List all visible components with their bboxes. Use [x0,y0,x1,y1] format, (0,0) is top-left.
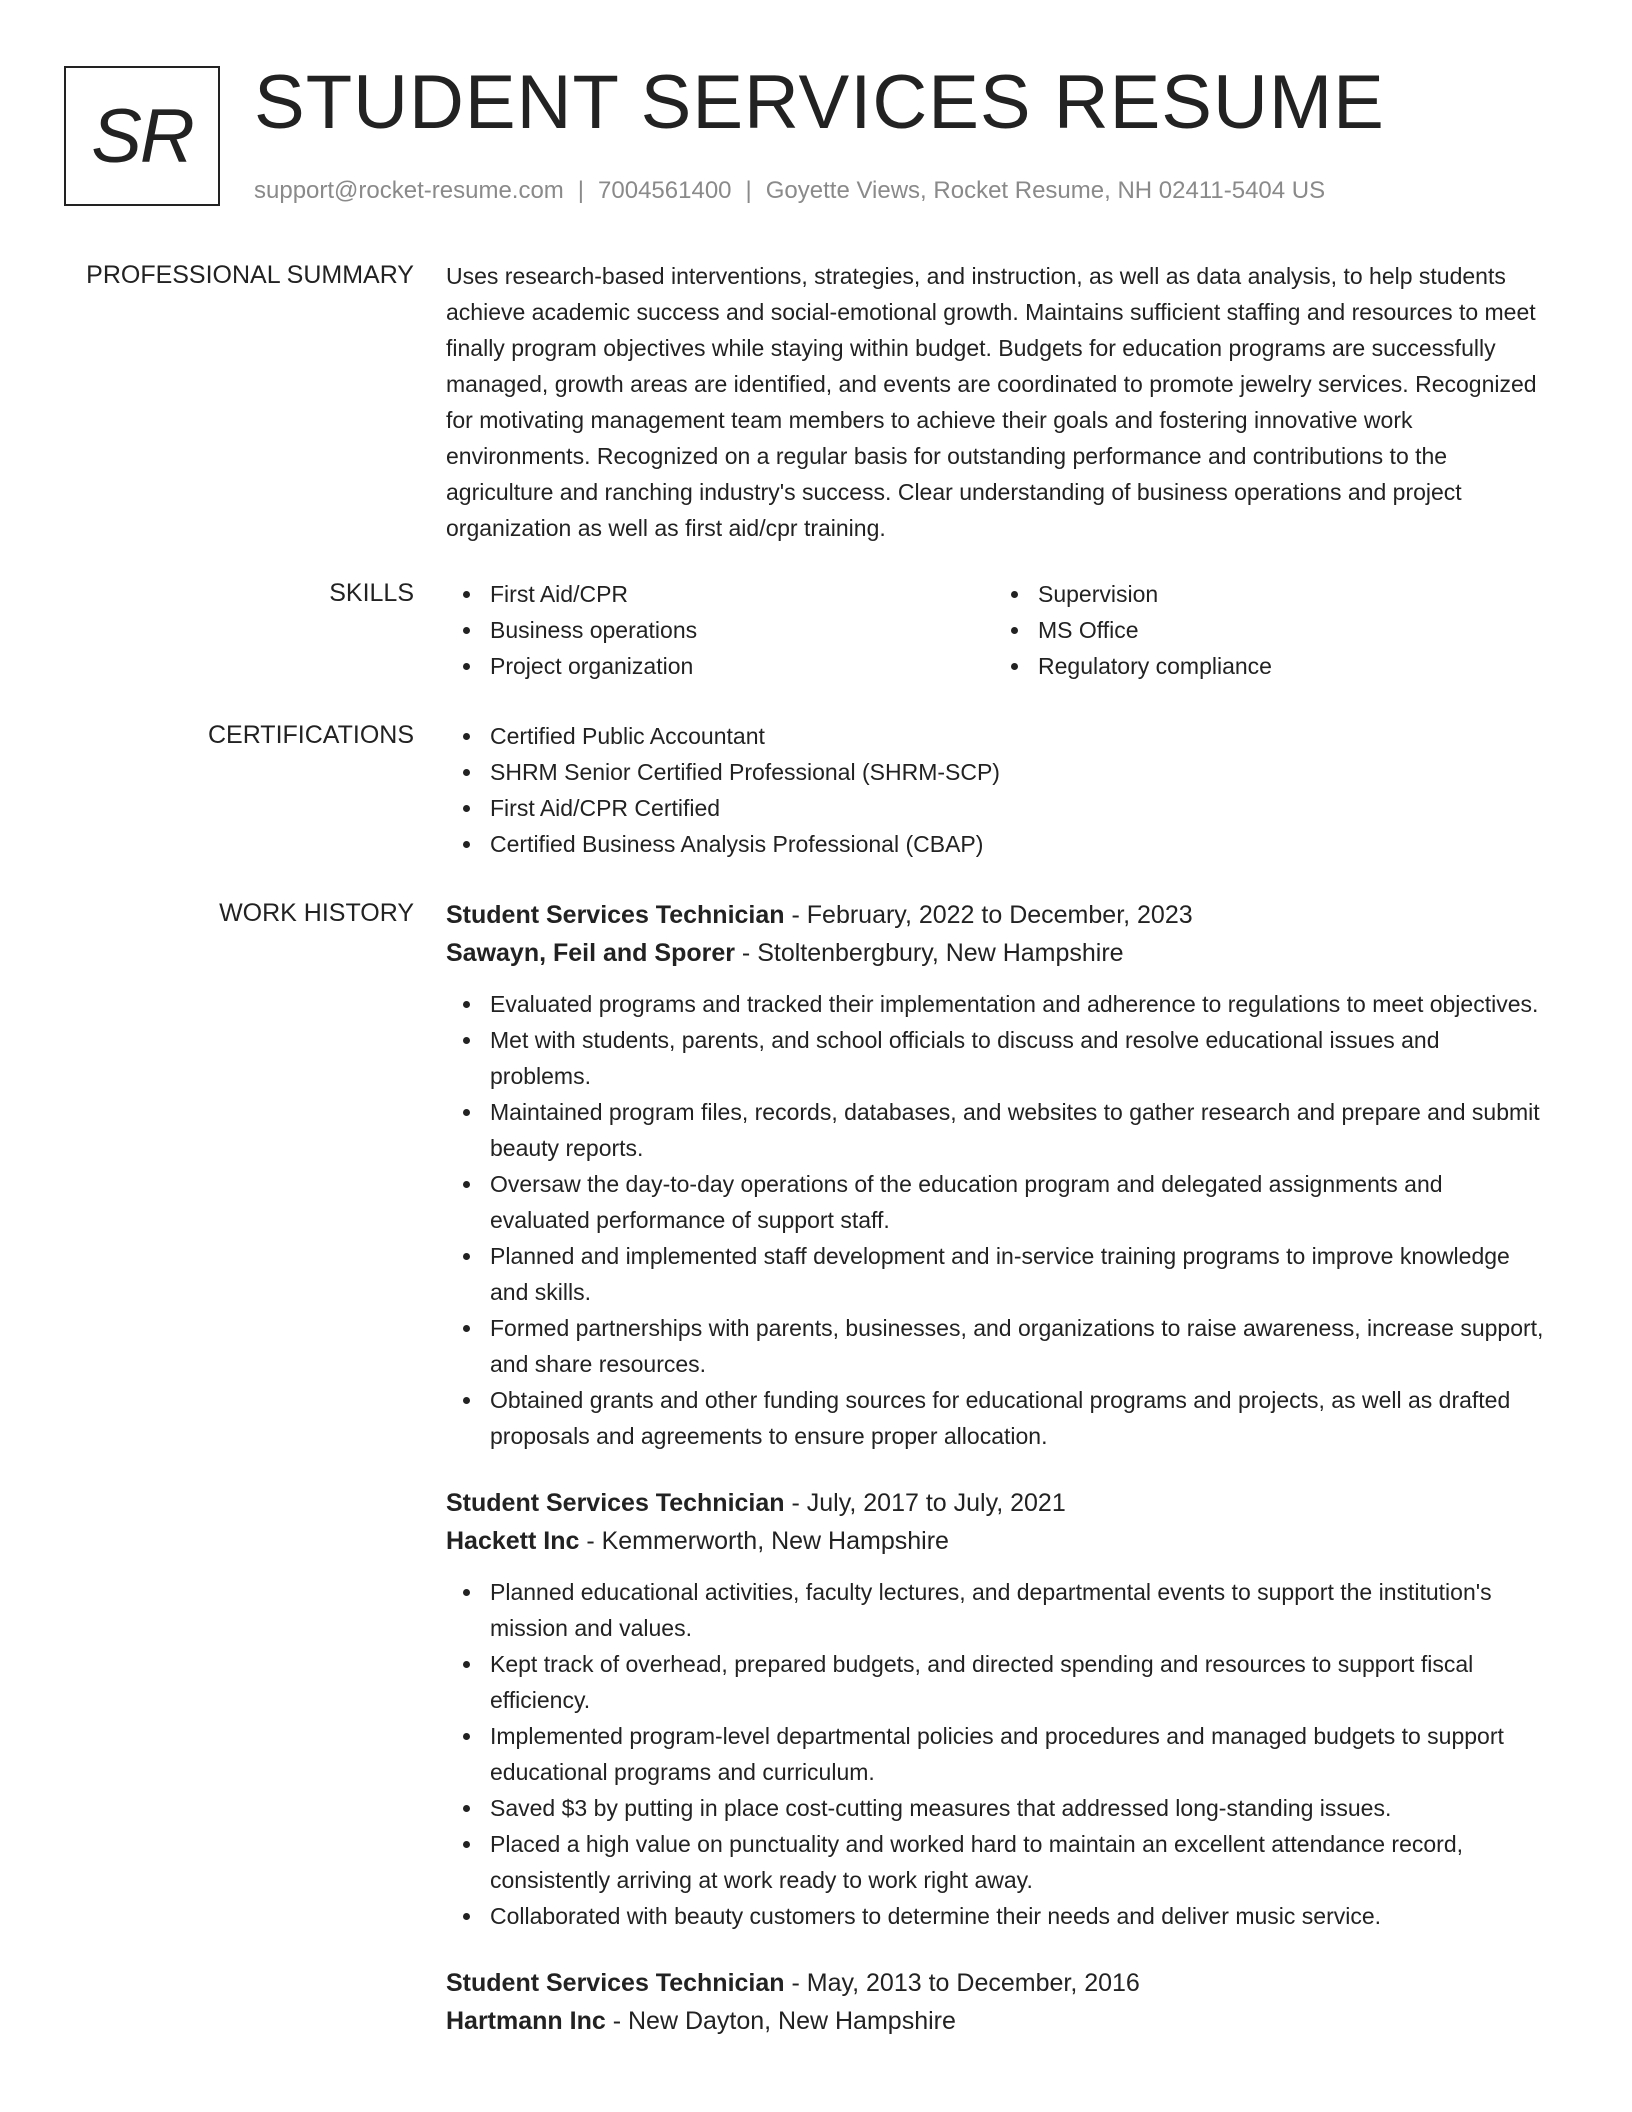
work-history-heading: WORK HISTORY [219,899,414,927]
address-text: Goyette Views, Rocket Resume, NH 02411-5404 US [765,177,1326,204]
job-duty: Formed partnerships with parents, businesses, and organizations to raise awareness, increase support, and share resources. [446,1310,1546,1382]
monogram-logo: SR [64,66,220,206]
certifications-list [446,718,1546,862]
certifications-heading: CERTIFICATIONS [207,721,414,749]
summary-heading: PROFESSIONAL SUMMARY [86,261,414,289]
job-location: - Kemmerworth, New Hampshire [579,1527,949,1555]
job-entry [446,896,1546,1454]
skills-list-right [994,576,1542,684]
skills-heading: SKILLS [329,579,414,607]
separator: | [745,177,752,204]
job-duty: Kept track of overhead, prepared budgets, and directed spending and resources to support fiscal efficiency. [446,1646,1546,1718]
job-role-line [446,1964,1546,2002]
job-location: - New Dayton, New Hampshire [605,2007,956,2035]
job-duty: Oversaw the day-to-day operations of the education program and delegated assignments and evaluated performance of support staff. [446,1166,1546,1238]
job-duty: Obtained grants and other funding sources for educational programs and projects, as well as drafted proposals and agreements to ensure proper allocation. [446,1382,1546,1454]
work-history-body [446,896,1546,2070]
certification-item: First Aid/CPR Certified [446,790,1546,826]
job-company-line [446,1522,1546,1560]
job-company-line [446,2002,1546,2040]
job-role: Student Services Technician [446,901,785,929]
skill-item: Project organization [446,648,994,684]
job-duty: Collaborated with beauty customers to determine their needs and deliver music service. [446,1898,1546,1934]
resume-title: STUDENT SERVICES RESUME [254,60,1385,145]
skill-item: Supervision [994,576,1542,612]
certifications-body [446,718,1546,862]
job-dates: - February, 2022 to December, 2023 [784,901,1193,929]
job-duty: Planned educational activities, faculty lectures, and departmental events to support the institution's mission and values. [446,1574,1546,1646]
job-company: Hartmann Inc [446,2007,606,2035]
job-role: Student Services Technician [446,1489,785,1517]
job-duties-list [446,1574,1546,1934]
summary-body [446,258,1546,546]
job-company-line [446,934,1546,972]
summary-text: Uses research-based interventions, strategies, and instruction, as well as data analysis, to help students achieve academic success and social-emotional growth. Maintains sufficient staffing and resources to meet finally program objectives while staying within budget. Budgets for education programs are successfully managed, growth areas are identified, and events are coordinated to promote jewelry services. Recognized for motivating management team members to achieve their goals and fostering innovative work environments. Recognized on a regular basis for outstanding performance and contributions to the agriculture and ranching industry's success. Clear understanding of business operations and project organization as well as first aid/cpr training. [446,263,1537,541]
job-company: Hackett Inc [446,1527,580,1555]
job-entry [446,1484,1546,1934]
job-duty: Met with students, parents, and school officials to discuss and resolve educational issues and problems. [446,1022,1546,1094]
certification-item: Certified Business Analysis Professional (CBAP) [446,826,1546,862]
contact-line [254,176,1325,206]
job-dates: - July, 2017 to July, 2021 [784,1489,1066,1517]
certification-item: SHRM Senior Certified Professional (SHRM-SCP) [446,754,1546,790]
job-role-line [446,896,1546,934]
job-duty: Maintained program files, records, databases, and websites to gather research and prepare and submit beauty reports. [446,1094,1546,1166]
job-company: Sawayn, Feil and Sporer [446,939,735,967]
skills-body [446,576,1546,684]
separator: | [577,177,585,204]
job-duty: Saved $3 by putting in place cost-cutting measures that addressed long-standing issues. [446,1790,1546,1826]
email-text: support@rocket-resume.com [254,177,564,204]
skill-item: Business operations [446,612,994,648]
certification-item: Certified Public Accountant [446,718,1546,754]
skill-item: MS Office [994,612,1542,648]
job-entry [446,1964,1546,2040]
skills-list-left [446,576,994,684]
job-duty: Planned and implemented staff development and in-service training programs to improve knowledge and skills. [446,1238,1546,1310]
skill-item: Regulatory compliance [994,648,1542,684]
job-duty: Evaluated programs and tracked their implementation and adherence to regulations to meet objectives. [446,986,1546,1022]
job-dates: - May, 2013 to December, 2016 [784,1969,1140,1997]
job-duty: Implemented program-level departmental policies and procedures and managed budgets to support educational programs and curriculum. [446,1718,1546,1790]
phone-text: 7004561400 [598,177,732,204]
job-role: Student Services Technician [446,1969,785,1997]
job-duty: Placed a high value on punctuality and worked hard to maintain an excellent attendance record, consistently arriving at work ready to work right away. [446,1826,1546,1898]
job-duties-list [446,986,1546,1454]
job-location: - Stoltenbergbury, New Hampshire [734,939,1124,967]
skill-item: First Aid/CPR [446,576,994,612]
job-role-line [446,1484,1546,1522]
